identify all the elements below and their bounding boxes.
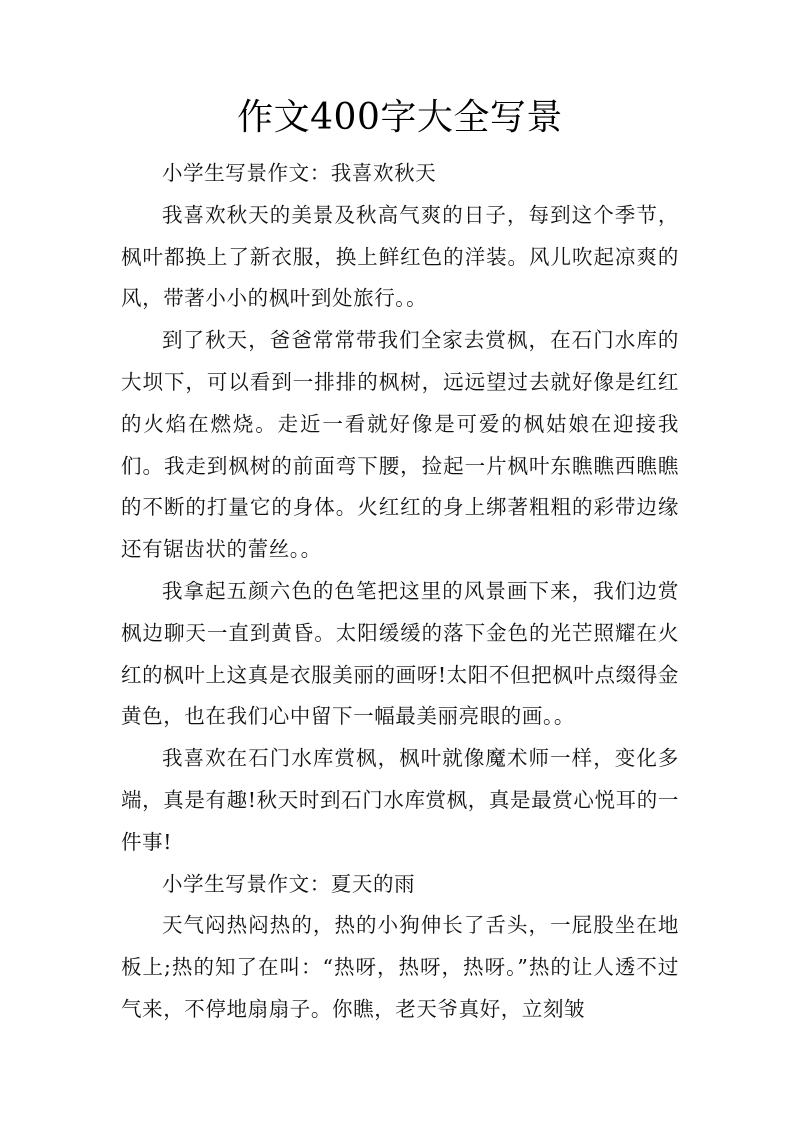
section-heading-autumn: 小学生写景作文：我喜欢秋天 (162, 161, 437, 185)
document-body (121, 153, 679, 1031)
paragraph: 我拿起五颜六色的色笔把这里的风景画下来，我们边赏枫边聊天一直到黄昏。太阳缓缓的落下金色的光芒照耀在火红的枫叶上这真是衣服美丽的画呀!太阳不但把枫叶点缀得金黄色，也在我们心中留下一幅最美丽亮眼的画。。 (121, 578, 679, 729)
paragraph: 我喜欢在石门水库赏枫，枫叶就像魔术师一样，变化多端，真是有趣!秋天时到石门水库赏枫，真是最赏心悦耳的一件事! (121, 746, 679, 854)
paragraph: 我喜欢秋天的美景及秋高气爽的日子，每到这个季节，枫叶都换上了新衣服，换上鲜红色的洋装。风儿吹起凉爽的风，带著小小的枫叶到处旅行。。 (121, 202, 679, 311)
paragraph: 天气闷热闷热的，热的小狗伸长了舌头，一屁股坐在地板上;热的知了在叫：“热呀，热呀，热呀。”热的让人透不过气来，不停地扇扇子。你瞧，老天爷真好，立刻皱 (121, 913, 679, 1021)
paragraph: 到了秋天，爸爸常常带我们全家去赏枫，在石门水库的大坝下，可以看到一排排的枫树，远远望过去就好像是红红的火焰在燃烧。走近一看就好像是可爱的枫姑娘在迎接我们。我走到枫树的前面弯下腰，捡起一片枫叶东瞧瞧西瞧瞧的不断的打量它的身体。火红红的身上绑著粗粗的彩带边缘还有锯齿状的蕾丝。。 (121, 328, 679, 562)
document-title: 作文400字大全写景 (237, 97, 563, 138)
section-heading-summer-rain: 小学生写景作文：夏天的雨 (162, 871, 416, 896)
